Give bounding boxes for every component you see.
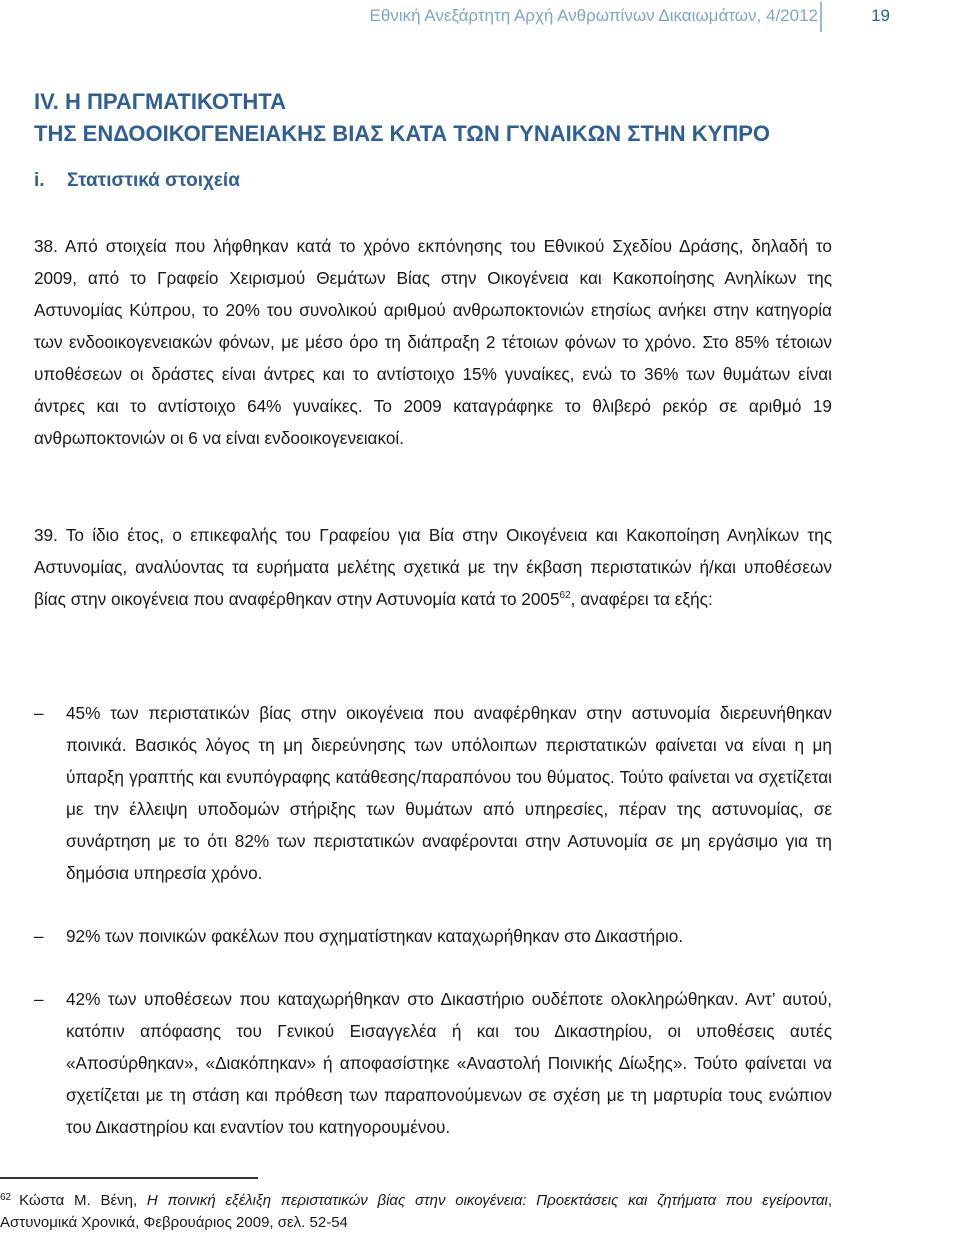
list-item [34, 920, 832, 952]
list-item-text: 92% των ποινικών φακέλων που σχηματίστηκαν καταχωρήθηκαν στο Δικαστήριο. [66, 926, 684, 946]
section-heading-line2: ΤΗΣ ΕΝΔΟΟΙΚΟΓΕΝΕΙΑΚΗΣ ΒΙΑΣ ΚΑΤΑ ΤΩΝ ΓΥΝΑΙΚΩΝ ΣΤΗΝ ΚΥΠΡΟ [34, 121, 771, 146]
subsection-title: Στατιστικά στοιχεία [67, 170, 240, 191]
page-header [0, 0, 960, 40]
footnote-mark: 62 [0, 1192, 12, 1203]
footnote-source: , Αστυνομικά Χρονικά, Φεβρουάριος 2009, σελ. 52-54 [0, 1192, 833, 1231]
page-number: 19 [871, 6, 890, 25]
footnote-62 [0, 1187, 832, 1234]
footnote-author: Κώστα Μ. Βένη, [19, 1192, 147, 1209]
list-item-text: 45% των περιστατικών βίας στην οικογένεια που αναφέρθηκαν στην αστυνομία διερευνήθηκαν ποινικά. Βασικός λόγος τη μη διερεύνησης των υπόλοιπων περιστατικών φαίνεται να είναι η μη ύπαρξη γραπτής και ενυπόγραφης κατάθεσης/παραπόνου του θύματος. Τούτο φαίνεται να σχετίζεται με την έλλειψη υποδομών στήριξης των θυμάτων από υπηρεσίες, πέραν της αστυνομίας, σε συνάρτηση με το ότι 82% των περιστατικών αναφέρονται στην Αστυνομία σε μη εργάσιμο για τη δημόσια υπηρεσία χρόνο. [66, 703, 832, 883]
bullet-dash: – [34, 703, 44, 723]
bullet-dash: – [34, 989, 44, 1009]
paragraph-39 [34, 519, 832, 615]
paragraph-38: 38. Από στοιχεία που λήφθηκαν κατά το χρόνο εκπόνησης του Εθνικού Σχεδίου Δράσης, δηλαδή το 2009, από το Γραφείο Χειρισμού Θεμάτων Βίας στην Οικογένεια και Κακοποίησης Ανηλίκων της Αστυνομίας Κύπρου, το 20% του συνολικού αριθμού ανθρωποκτονιών ετησίως ανήκει στην κατηγορία των ενδοοικογενειακών φόνων, με μέσο όρο τη διάπραξη 2 τέτοιων φόνων το χρόνο. Στο 85% τέτοιων υποθέσεων οι δράστες είναι άντρες και το αντίστοιχο 15% γυναίκες, ενώ το 36% των θυμάτων είναι άντρες και το αντίστοιχο 64% γυναίκες. Το 2009 καταγράφηκε το θλιβερό ρεκόρ σε αριθμό 19 ανθρωποκτονιών οι 6 να είναι ενδοοικογενειακοί. [34, 236, 832, 448]
footnote-separator [0, 1177, 258, 1179]
bullet-dash: – [34, 926, 44, 946]
section-heading-line1: IV. Η ΠΡΑΓΜΑΤΙΚΟΤΗΤΑ [34, 89, 286, 114]
list-item-text: 42% των υποθέσεων που καταχωρήθηκαν στο Δικαστήριο ουδέποτε ολοκληρώθηκαν. Αντ’ αυτού, κατόπιν απόφασης του Γενικού Εισαγγελέα ή και του Δικαστηρίου, οι υποθέσεις αυτές «Αποσύρθηκαν», «Διακόπηκαν» ή αποφασίστηκε «Αναστολή Ποινικής Δίωξης». Τούτο φαίνεται να σχετίζεται με τη στάση και πρόθεση των παραπονούμενων σε σχέση με τη μαρτυρία τους ενώπιον του Δικαστηρίου και εναντίον του κατηγορουμένου. [66, 989, 832, 1137]
footnote-title: Η ποινική εξέλιξη περιστατικών βίας στην οικογένεια: Προεκτάσεις και ζητήματα που εγείρονται [146, 1192, 828, 1209]
subsection-heading [34, 170, 240, 192]
list-item [34, 697, 832, 889]
list-item [34, 983, 832, 1143]
subsection-number: i. [34, 170, 45, 191]
section-heading [34, 86, 770, 150]
header-title: Εθνική Ανεξάρτητη Αρχή Ανθρωπίνων Δικαιωμάτων, 4/2012 [369, 6, 818, 25]
paragraph-39-end: , αναφέρει τα εξής: [570, 589, 713, 609]
paragraph-39-text: 39. Το ίδιο έτος, ο επικεφαλής του Γραφείου για Βία στην Οικογένεια και Κακοποίηση Ανηλίκων της Αστυνομίας, αναλύοντας τα ευρήματα μελέτης σχετικά με την έκβαση περιστατικών ή/και υποθέσεων βίας στην οικογένεια που αναφέρθηκαν στην Αστυνομία κατά το 2005 [34, 525, 832, 609]
footnote-ref-62[interactable]: 62 [559, 590, 571, 601]
header-divider [820, 2, 822, 32]
